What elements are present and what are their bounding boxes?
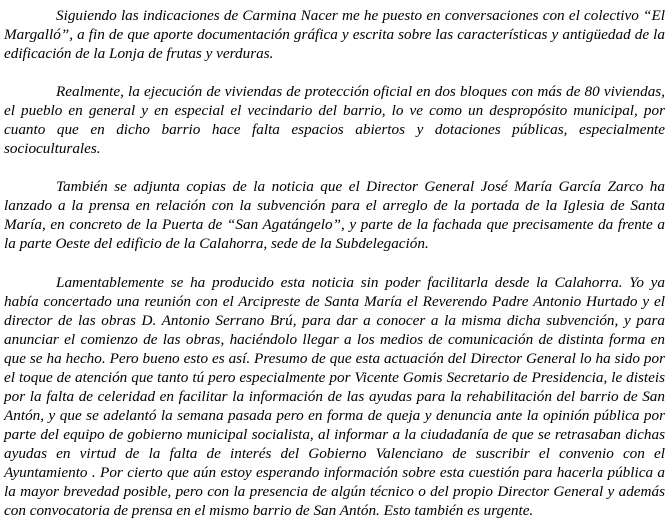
- document-body: [4, 6, 665, 520]
- paragraph-3: También se adjunta copias de la noticia que el Director General José María García Zarco ha lanzado a la prensa en relación con la subvención para el arreglo de la portada de la Iglesia de Santa María, en concreto de la Puerta de “San Agatángelo”, y parte de la fachada que precisamente da frente a la parte Oeste del edificio de la Calahorra, sede de la Subdelegación.: [4, 178, 665, 253]
- paragraph-2: Realmente, la ejecución de viviendas de protección oficial en dos bloques con más de 80 viviendas, el pueblo en general y en especial el vecindario del barrio, lo ve como un despropósito municipal, por cuanto que en dicho barrio hace falta espacios abiertos y dotaciones públicas, especialmente socioculturales.: [4, 83, 665, 158]
- paragraph-1: Siguiendo las indicaciones de Carmina Nacer me he puesto en conversaciones con el colectivo “El Margalló”, a fin de que aporte documentación gráfica y escrita sobre las características y antigüedad de la edificación de la Lonja de frutas y verduras.: [4, 7, 665, 63]
- paragraph-4: Lamentablemente se ha producido esta noticia sin poder facilitarla desde la Calahorra. Yo ya había concertado una reunión con el Arcipreste de Santa María el Reverendo Padre Antonio Hurtado y el director de las obras D. Antonio Serrano Brú, para dar a conocer a la misma dicha subvención, y para anunciar el comienzo de las obras, haciéndolo llegar a los medios de comunicación de distinta forma en que se ha hecho. Pero bueno esto es así. Presumo de que esta actuación del Director General lo ha sido por el toque de atención que tanto tú pero especialmente por Vicente Gomis Secretario de Presidencia, le disteis por la falta de celeridad en facilitar la información de las ayudas para la rehabilitación del barrio de San Antón, y que se adelantó la semana pasada pero en forma de queja y denuncia ante la opinión pública por parte del equipo de gobierno municipal socialista, al informar a la ciudadanía de que se retrasaban dichas ayudas en virtud de la falta de interés del Gobierno Valenciano de suscribir el convenio con el Ayuntamiento . Por cierto que aún estoy esperando información sobre esta cuestión para hacerla pública a la mayor brevedad posible, pero con la presencia de algún técnico o del propio Director General y además con convocatoria de prensa en el mismo barrio de San Antón. Esto también es urgente.: [4, 273, 665, 520]
